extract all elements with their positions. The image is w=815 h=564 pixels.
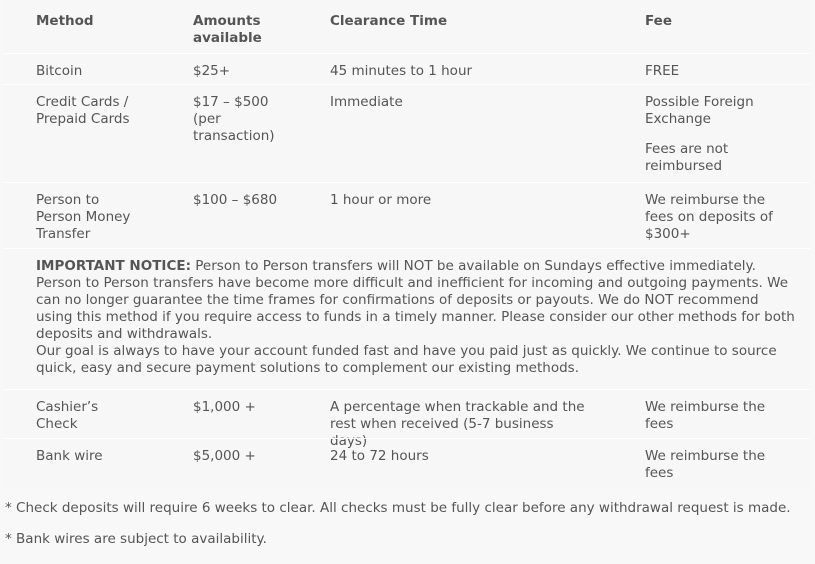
amounts-cell: $1,000 + — [193, 399, 256, 415]
footnote: * Bank wires are subject to availability. — [5, 531, 267, 547]
important-notice — [36, 258, 796, 377]
clearance-cell: A percentage when trackable and the rest when received (5-7 business days) — [330, 399, 585, 449]
header-amounts: Amounts available — [193, 13, 262, 46]
fee-text: Possible Foreign Exchange — [645, 94, 754, 127]
amounts-cell: $100 – $680 — [193, 192, 278, 208]
fee-cell: We reimburse the fees — [645, 399, 766, 432]
payment-methods-table — [4, 0, 810, 487]
fee-cell: We reimburse the fees on deposits of $300+ — [645, 192, 773, 242]
notice-label: IMPORTANT NOTICE: — [36, 258, 191, 274]
fee-cell — [645, 94, 775, 175]
header-method: Method — [36, 13, 94, 29]
important-notice-row — [4, 248, 810, 389]
notice-paragraph: Our goal is always to have your account funded fast and have you paid just as quickly. We continue to source quick, easy and secure payment solutions to complement our existing methods. — [36, 343, 777, 376]
clearance-cell: 24 to 72 hours — [330, 448, 429, 464]
notice-line: Person to Person transfers will NOT be available on Sundays effective immediately. — [195, 258, 756, 274]
fee-cell: We reimburse the fees — [645, 448, 766, 481]
table-row — [4, 438, 810, 487]
header-clearance: Clearance Time — [330, 13, 448, 29]
table-row — [4, 389, 810, 449]
table-row — [4, 84, 810, 182]
notice-paragraph: Person to Person transfers have become more difficult and inefficient for incoming and outgoing payments. We can no longer guarantee the time frames for confirmations of deposits or payouts. We do NOT recommend using this method if you require access to funds in a timely manner. Please consider our other methods for both deposits and withdrawals. — [36, 275, 795, 342]
method-cell: Bitcoin — [36, 63, 83, 79]
method-cell: Credit Cards / Prepaid Cards — [36, 94, 130, 127]
table-header-row — [4, 0, 810, 53]
amounts-cell: $25+ — [193, 63, 231, 79]
clearance-cell: Immediate — [330, 94, 403, 110]
clearance-cell: 45 minutes to 1 hour — [330, 63, 473, 79]
method-cell: Bank wire — [36, 448, 103, 464]
fee-cell: FREE — [645, 63, 680, 79]
header-fee: Fee — [645, 13, 672, 29]
fee-note: Fees are not reimbursed — [645, 141, 729, 174]
method-cell: Person to Person Money Transfer — [36, 192, 131, 242]
method-cell: Cashier’s Check — [36, 399, 99, 432]
amounts-cell: $5,000 + — [193, 448, 256, 464]
table-row — [4, 53, 810, 84]
amounts-cell: $17 – $500 (per transaction) — [193, 94, 275, 144]
table-row — [4, 182, 810, 248]
footnote: * Check deposits will require 6 weeks to clear. All checks must be fully clear before any withdrawal request is made. — [5, 500, 791, 516]
clearance-cell: 1 hour or more — [330, 192, 432, 208]
